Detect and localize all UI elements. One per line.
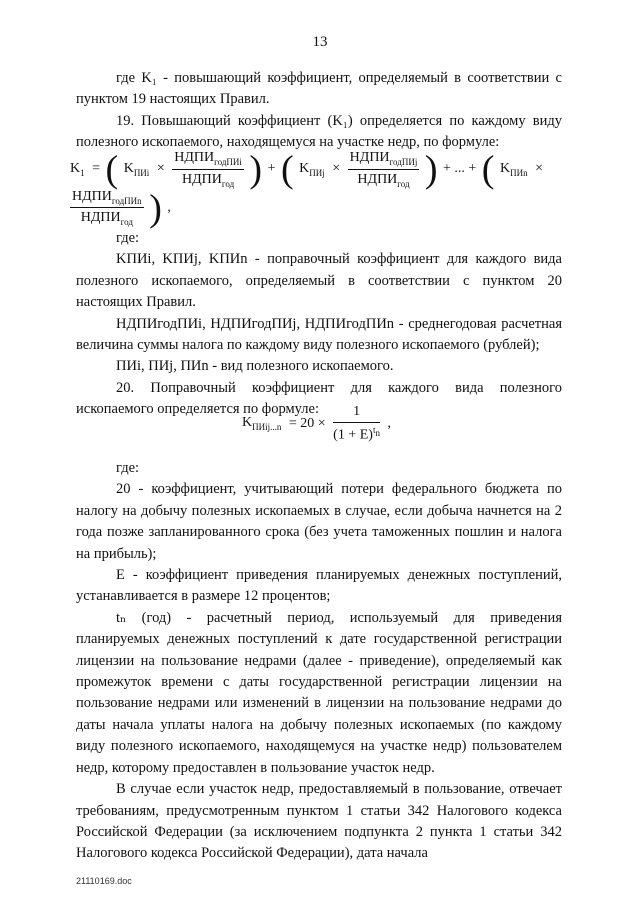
formula-lhs: $K_1$ xyxy=(70,160,85,178)
paren-close-3: ) xyxy=(149,186,162,229)
times-2: × xyxy=(332,161,341,177)
paren-open-3: ( xyxy=(481,148,495,191)
paren-open-1: ( xyxy=(105,148,119,191)
paren-close-1: ) xyxy=(249,148,263,191)
fraction-2: $\frac{НДПИ_{годПИj}}{НДПИ_{год}}$ xyxy=(349,150,418,189)
fraction-3: $\frac{НДПИ_{годПИn}}{НДПИ_{год}}$ xyxy=(72,188,142,228)
fraction-discount: $\frac{1}{(1 + E)^{t_n}}$ xyxy=(333,404,380,443)
paragraph-case: В случае если участок недр, предоставляемый в пользование, отвечает требованиям, предусмотренным пунктом 1 статьи 342 Налогового кодекса Российской Федерации (за исключением подпункта 2 пункта 1 статьи 342 Налогового кодекса Российской Федерации), дата начала xyxy=(76,781,562,862)
term2-k: $K_{ПИj}$ xyxy=(299,160,325,178)
paragraph-coefficient-20: 20 - коэффициент, учитывающий потери федерального бюджета по налогу на добычу полезных ископаемых в случае, если добыча начнется на 2 года позже запланированного срока (без учета таможенных пошлин и налога на прибыль); xyxy=(76,481,562,562)
text-block-bottom xyxy=(76,458,562,865)
paren-open-2: ( xyxy=(280,148,294,191)
where-label-1: где: xyxy=(116,230,140,246)
times-3: × xyxy=(535,161,543,177)
term1-k: $K_{ПИi}$ xyxy=(123,160,150,178)
formula2-equals: = 20 × xyxy=(288,415,326,431)
paren-close-2: ) xyxy=(424,148,438,191)
paragraph-e-definition: E - коэффициент приведения планируемых денежных поступлений, устанавливается в размере 12 процентов; xyxy=(76,567,562,605)
formula-equals: = xyxy=(92,161,101,177)
term3-k: $K_{ПИn}$ xyxy=(499,160,528,178)
footer-filename: 21110169.doc xyxy=(76,876,132,886)
paragraph-pi-definition: ПИi, ПИj, ПИn - вид полезного ископаемого. xyxy=(116,358,394,375)
paragraph-k-definition: KПИi, KПИj, KПИn - поправочный коэффициент для каждого вида полезного ископаемого, определяемый в соответствии с пунктом 20 настоящих Правил. xyxy=(76,251,562,311)
text-block-middle xyxy=(76,228,562,421)
formula-kpi xyxy=(240,404,500,444)
page-number: 13 xyxy=(312,34,328,50)
fraction-1: $\frac{НДПИ_{годПИi}}{НДПИ_{год}}$ xyxy=(174,150,242,189)
paragraph-k1-definition: где K₁ - повышающий коэффициент, определяемый в соответствии с пунктом 19 настоящих Правил. xyxy=(76,70,562,108)
plus-dots: + ... + xyxy=(443,161,477,177)
paragraph-20: 20. Поправочный коэффициент для каждого вида полезного ископаемого определяется по формуле: xyxy=(76,379,562,418)
times-1: × xyxy=(156,161,165,177)
plus-1: + xyxy=(267,161,276,177)
formula2-lhs: $K_{ПИij...n}$ xyxy=(242,415,282,433)
paragraph-19: 19. Повышающий коэффициент (K₁) определяется по каждому виду полезного ископаемого, находящемуся на участке недр, по формуле: xyxy=(76,112,562,151)
paragraph-tn-definition: tₙ (год) - расчетный период, используемый для приведения планируемых денежных поступлений к дате государственной регистрации лицензии на пользование недрами (далее - приведение), определяемый как промежуток времени с даты государственной регистрации лицензии на пользование недрами или изменений в лицензии на пользование недрами до даты начала уплаты налога на добычу полезных ископаемых (по каждому виду полезного ископаемого, находящемуся на участке недр) пользователем недр, которому предоставлен в пользование участок недр. xyxy=(76,609,562,776)
formula-comma: , xyxy=(167,199,171,215)
paragraph-ndpi-definition: НДПИгодПИi, НДПИгодПИj, НДПИгодПИn - среднегодовая расчетная величина суммы налога по каждому виду полезного ископаемого (рублей); xyxy=(76,315,562,354)
formula2-comma: , xyxy=(387,415,391,431)
text-block-top xyxy=(76,68,562,154)
formula-k1 xyxy=(68,150,588,227)
where-label-2: где: xyxy=(116,460,140,476)
